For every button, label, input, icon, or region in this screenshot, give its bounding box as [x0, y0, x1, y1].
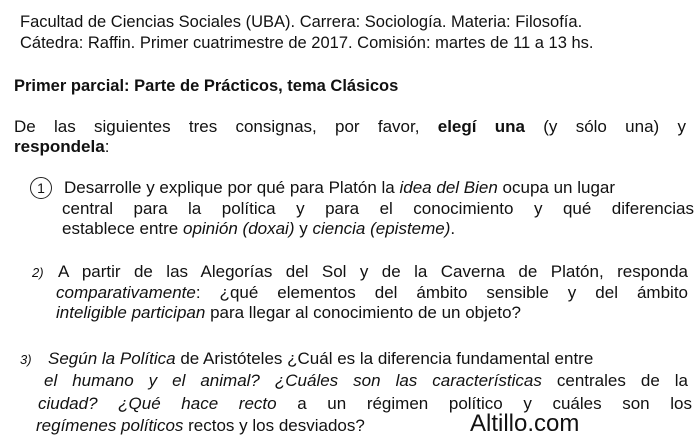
- intro-line-2: [14, 137, 109, 157]
- question-italic: comparativamente: [56, 283, 196, 302]
- intro-emphasis: respondela: [14, 137, 105, 156]
- intro-line-1: [14, 117, 686, 137]
- question-text: para llegar al conocimiento de un objeto?: [210, 303, 521, 322]
- question-1-line-3: [62, 219, 455, 239]
- question-italic: Según la: [48, 349, 116, 368]
- question-text: .: [450, 219, 456, 238]
- intro-text: De las siguientes tres consignas, por favor,: [14, 117, 420, 136]
- question-text: establece entre: [62, 219, 179, 238]
- question-2-line-3: [56, 303, 521, 323]
- question-italic: el humano y el animal? ¿Cuáles son las características: [44, 371, 542, 390]
- question-2-line-1: A partir de las Alegorías del Sol y de la Caverna de Platón, responda: [58, 262, 688, 281]
- question-3-number: 3): [20, 352, 32, 367]
- question-italic: idea del Bien: [399, 178, 498, 197]
- question-text: a un régimen político y cuáles son los: [297, 394, 692, 413]
- question-2-number: 2): [32, 265, 44, 280]
- question-3-line-4: [36, 416, 365, 436]
- question-italic: opinión (doxai): [182, 219, 295, 238]
- question-text: rectos y los desviados?: [188, 416, 365, 435]
- question-text: y: [299, 219, 308, 238]
- question-text: Desarrolle y explique por qué para Platón la: [64, 178, 395, 197]
- exam-title: Primer parcial: Parte de Prácticos, tema Clásicos: [14, 77, 399, 95]
- question-3-line-3: [38, 394, 692, 414]
- intro-text: (y sólo una) y: [543, 117, 686, 136]
- question-italic: Política: [119, 349, 176, 368]
- question-text: de Aristóteles ¿Cuál es la diferencia fundamental entre: [180, 349, 594, 368]
- question-1-circled-number: 1: [30, 177, 52, 199]
- intro-text: :: [104, 137, 110, 156]
- question-text: centrales de la: [556, 371, 688, 390]
- intro-emphasis: elegí una: [437, 117, 525, 136]
- question-italic: inteligible participan: [56, 303, 206, 322]
- header-line-2: Cátedra: Raffin. Primer cuatrimestre de 2017. Comisión: martes de 11 a 13 hs.: [20, 34, 594, 52]
- question-italic: ciencia (episteme): [312, 219, 451, 238]
- question-text: : ¿qué elementos del ámbito sensible y del ámbito: [195, 283, 688, 302]
- watermark-logo-text: Altillo.com: [470, 410, 580, 437]
- question-3-line-1: [48, 349, 593, 369]
- question-1-line-2: central para la política y para el conocimiento y qué diferencias: [62, 199, 694, 218]
- question-italic: ciudad? ¿Qué hace recto: [38, 394, 277, 413]
- question-1-line-1: [64, 178, 615, 198]
- question-text: ocupa un lugar: [502, 178, 616, 197]
- question-italic: regímenes políticos: [36, 416, 184, 435]
- question-2-line-2: [56, 283, 688, 303]
- question-3-line-2: [44, 371, 688, 391]
- header-line-1: Facultad de Ciencias Sociales (UBA). Carrera: Sociología. Materia: Filosofía.: [20, 13, 583, 31]
